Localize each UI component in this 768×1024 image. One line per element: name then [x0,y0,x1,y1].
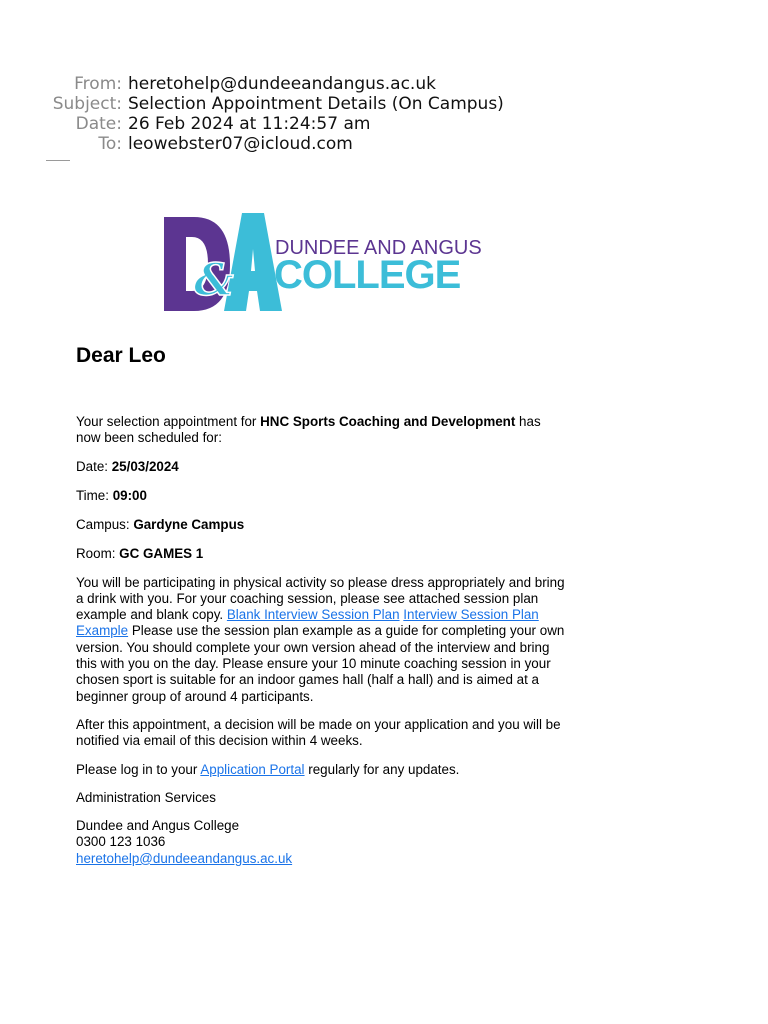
appointment-date-label: Date: [76,458,112,474]
from-label: From: [74,74,122,94]
to-value: leowebster07@icloud.com [128,134,353,154]
appointment-time [76,488,566,504]
to-row [0,134,768,154]
subject-label: Subject: [52,94,122,114]
portal-paragraph [76,762,566,778]
intro-paragraph [76,414,566,447]
appointment-time-value: 09:00 [112,487,147,503]
blank-session-plan-link[interactable]: Blank Interview Session Plan [226,607,400,623]
appointment-campus-label: Campus: [76,516,134,532]
appointment-room-value: GC GAMES 1 [119,545,204,561]
date-value: 26 Feb 2024 at 11:24:57 am [128,114,371,134]
subject-row [0,94,768,114]
appointment-date-value: 25/03/2024 [111,458,179,474]
appointment-room-label: Room: [76,545,120,561]
appointment-campus [76,517,566,533]
intro-before: Your selection appointment for [76,414,261,429]
activity-text-2: Please use the session plan example as a guide for completing your own version. You should complete your own version ahead of the interview and bring this with you on the day. Please ensure your 10 minute coaching session in your chosen sport is suitable for an indoor games hall (half a hall) and is aimed at a beginner group of around 4 participants. [76,623,565,704]
appointment-date [76,459,566,475]
header-divider [46,160,70,161]
portal-after: regularly for any updates. [304,761,460,777]
appointment-time-label: Time: [76,487,113,503]
application-portal-link[interactable]: Application Portal [200,761,305,777]
date-label: Date: [75,114,122,134]
logo-line2: COLLEGE [274,253,461,297]
from-value: heretohelp@dundeeandangus.ac.uk [128,74,436,94]
activity-paragraph [76,575,566,705]
logo-line1: DUNDEE AND ANGUS [275,237,482,259]
signature-email-link[interactable]: heretohelp@dundeeandangus.ac.uk [76,850,293,866]
email-body [76,414,566,867]
activity-text-1: You will be participating in physical activity so please dress appropriately and bring a drink with you. For your coaching session, please see attached session plan example and blank copy. [76,574,565,623]
decision-paragraph: After this appointment, a decision will be made on your application and you will be notified via email of this decision within 4 weeks. [76,716,561,749]
greeting: Dear Leo [76,344,166,367]
from-row [0,74,768,94]
intro-after: has now been scheduled for: [76,414,541,446]
portal-before: Please log in to your [76,761,201,777]
email-header [0,74,768,154]
session-plan-example-link[interactable]: Interview Session Plan Example [76,607,539,639]
signoff: Administration Services [76,789,216,805]
svg-text:&: & [194,255,234,306]
signature-org: Dundee and Angus College [76,818,240,834]
appointment-room [76,546,566,562]
to-label: To: [98,134,122,154]
course-name: HNC Sports Coaching and Development [260,414,516,429]
appointment-campus-value: Gardyne Campus [133,516,245,532]
subject-value: Selection Appointment Details (On Campus) [128,94,504,114]
signature-email [76,851,566,867]
date-row [0,114,768,134]
signature-phone: 0300 123 1036 [76,834,166,850]
